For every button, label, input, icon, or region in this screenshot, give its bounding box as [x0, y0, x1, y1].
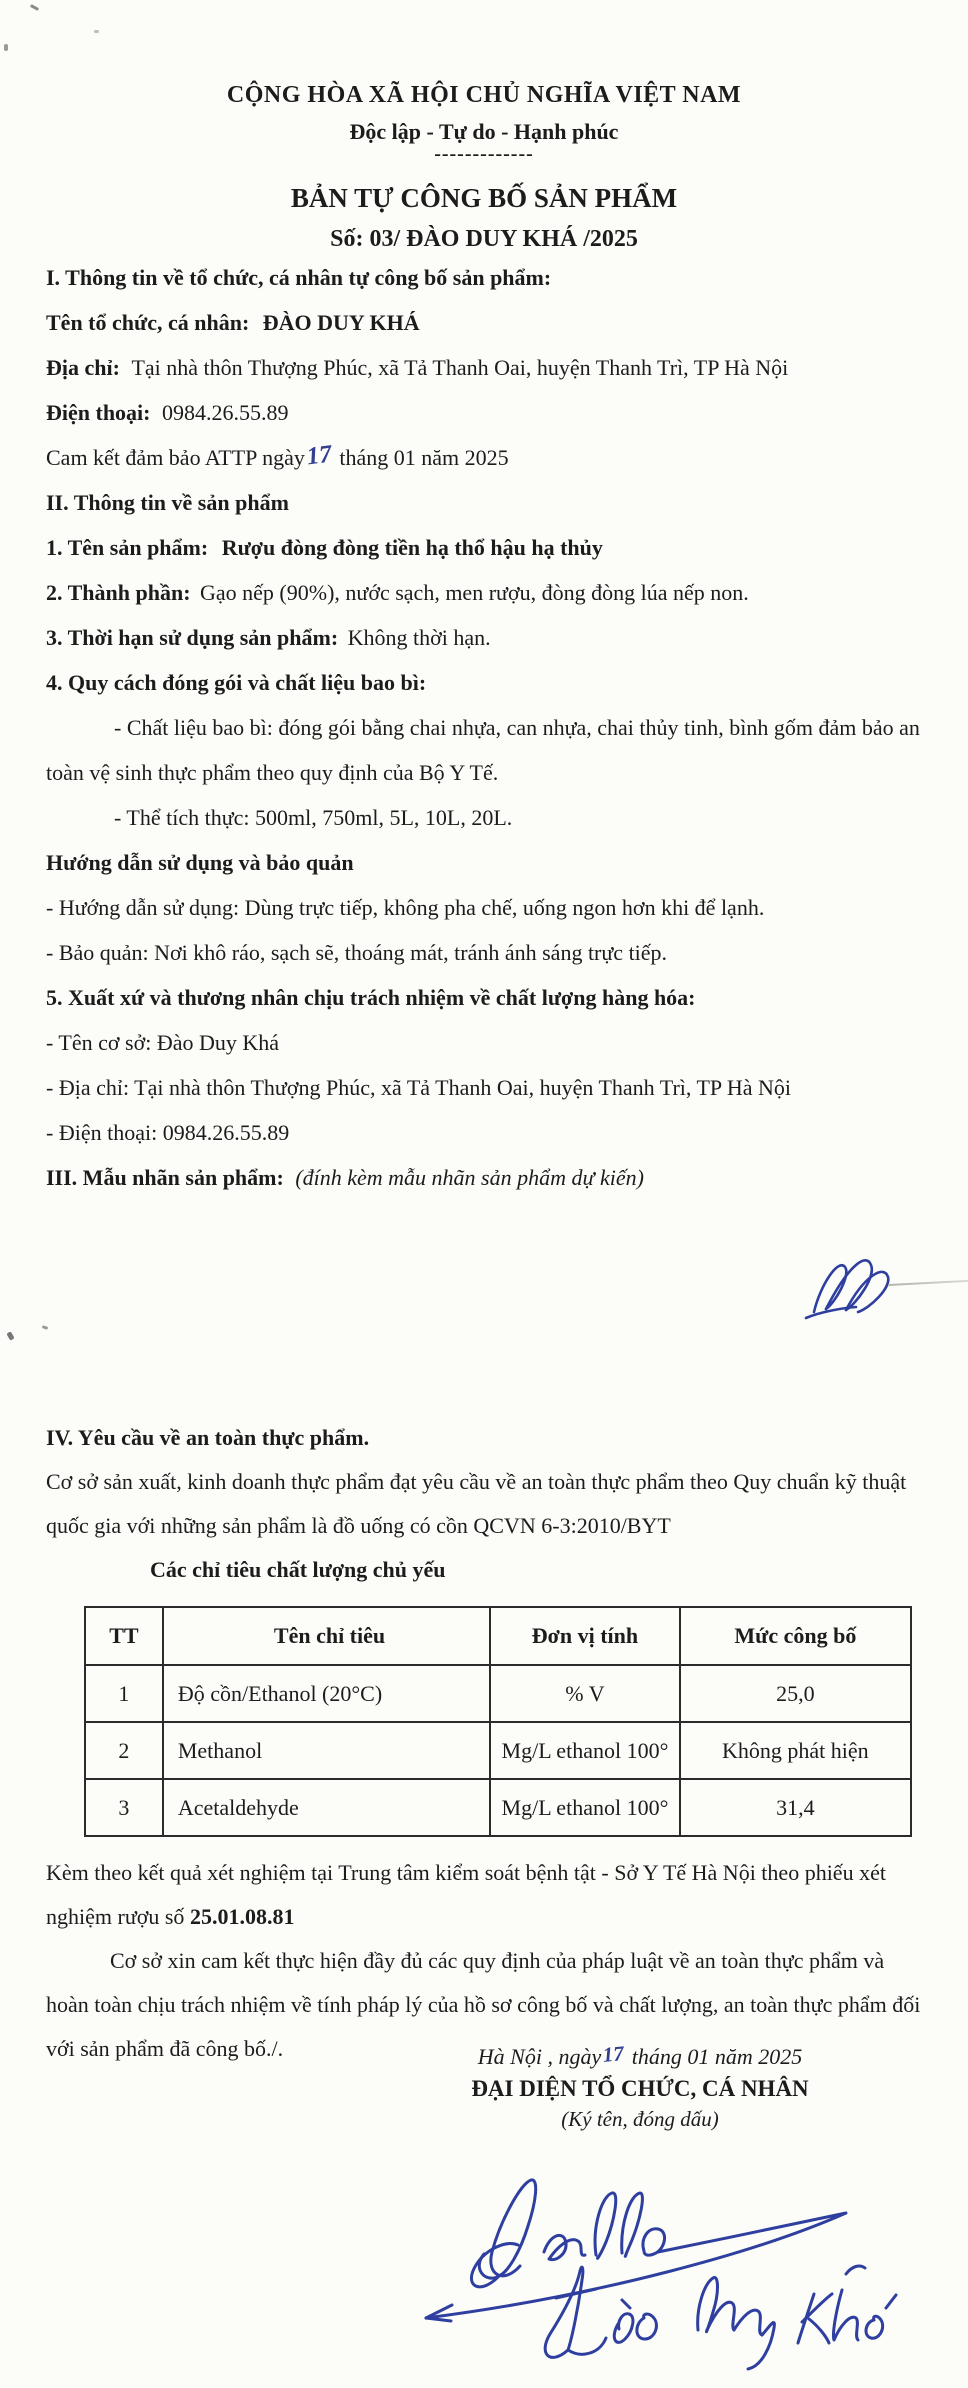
origin-heading: 5. Xuất xứ và thương nhân chịu trách nhiệm về chất lượng hàng hóa:	[46, 985, 696, 1010]
address-value: Tại nhà thôn Thượng Phúc, xã Tả Thanh Oai, huyện Thanh Trì, TP Hà Nội	[131, 355, 789, 380]
ingredients-label: 2. Thành phần:	[46, 580, 191, 605]
date-suffix: tháng 01 năm 2025	[631, 2044, 803, 2069]
cell-unit: Mg/L ethanol 100°	[490, 1779, 680, 1836]
document-number: Số: 03/ ĐÀO DUY KHÁ /2025	[330, 226, 638, 252]
header-divider: -------------	[434, 143, 534, 165]
packaging-material-paragraph: - Chất liệu bao bì: đóng gói bằng chai nhựa, can nhựa, chai thủy tinh, bình gốm đảm bảo an toàn vệ sinh thực phẩm theo quy định của Bộ Y Tế.	[46, 715, 920, 785]
ingredients-line	[46, 570, 922, 615]
attp-commitment-line	[46, 435, 922, 480]
scan-speck	[6, 1331, 14, 1340]
table-row	[85, 1779, 911, 1836]
attp-prefix: Cam kết đảm bảo ATTP ngày	[46, 445, 305, 470]
shelf-life-label: 3. Thời hạn sử dụng sản phẩm:	[46, 625, 339, 650]
cell-level: 25,0	[680, 1665, 911, 1722]
cell-name: Methanol	[163, 1722, 490, 1779]
commitment-paragraph: Cơ sở xin cam kết thực hiện đầy đủ các quy định của pháp luật về an toàn thực phẩm và hoàn toàn chịu trách nhiệm về tính pháp lý của hồ sơ công bố và chất lượng, an toàn thực phẩm đối với sản phẩm đã công bố./.	[46, 1948, 921, 2061]
origin-address-line: - Địa chỉ: Tại nhà thôn Thượng Phúc, xã Tả Thanh Oai, huyện Thanh Trì, TP Hà Nội	[46, 1075, 792, 1100]
usage-storage-heading: Hướng dẫn sử dụng và bảo quản	[46, 850, 354, 875]
packaging-heading: 4. Quy cách đóng gói và chất liệu bao bì:	[46, 670, 427, 695]
date-line	[410, 2042, 870, 2072]
test-result-paragraph	[46, 1851, 922, 1939]
cell-tt: 2	[85, 1722, 163, 1779]
criteria-table	[84, 1606, 912, 1837]
shelf-life-line	[46, 615, 922, 660]
document-title: BẢN TỰ CÔNG BỐ SẢN PHẨM	[290, 183, 678, 213]
product-name-label: 1. Tên sản phẩm:	[46, 535, 209, 560]
cell-unit: % V	[490, 1665, 680, 1722]
handwritten-signature	[368, 2168, 920, 2383]
volume-line: - Thể tích thực: 500ml, 750ml, 5L, 10L, 20L.	[114, 805, 513, 830]
section-iv-heading: IV. Yêu cầu về an toàn thực phẩm.	[46, 1425, 370, 1450]
cell-name: Độ cồn/Ethanol (20°C)	[163, 1665, 490, 1722]
table-row	[85, 1665, 911, 1722]
cell-level: 31,4	[680, 1779, 911, 1836]
cell-level: Không phát hiện	[680, 1722, 911, 1779]
national-motto: Độc lập - Tự do - Hạnh phúc	[349, 119, 619, 144]
national-title: CỘNG HÒA XÃ HỘI CHỦ NGHĨA VIỆT NAM	[226, 82, 742, 108]
representative-title: ĐẠI DIỆN TỔ CHỨC, CÁ NHÂN	[471, 2076, 809, 2101]
usage-line: - Hướng dẫn sử dụng: Dùng trực tiếp, không pha chế, uống ngon hơn khi để lạnh.	[46, 895, 765, 920]
origin-phone-line: - Điện thoại: 0984.26.55.89	[46, 1120, 290, 1145]
cell-name: Acetaldehyde	[163, 1779, 490, 1836]
address-label: Địa chỉ:	[46, 355, 120, 380]
scan-speck	[94, 30, 99, 33]
header-name: Tên chỉ tiêu	[163, 1607, 490, 1665]
handwritten-day-bottom: 17	[601, 2041, 625, 2067]
header-unit: Đơn vị tính	[490, 1607, 680, 1665]
product-name-line	[46, 525, 922, 570]
scan-speck	[4, 44, 8, 51]
org-name-line	[46, 300, 922, 345]
section-iii-line	[46, 1155, 922, 1200]
address-line	[46, 345, 922, 390]
org-name-value: ĐÀO DUY KHÁ	[262, 310, 420, 335]
test-result-number: 25.01.08.81	[189, 1904, 295, 1929]
shelf-life-value: Không thời hạn.	[347, 625, 491, 650]
table-row	[85, 1722, 911, 1779]
cell-unit: Mg/L ethanol 100°	[490, 1722, 680, 1779]
paraph-signature	[798, 1246, 910, 1328]
table-caption: Các chỉ tiêu chất lượng chủ yếu	[150, 1557, 446, 1582]
org-name-label: Tên tổ chức, cá nhân:	[46, 310, 250, 335]
phone-label: Điện thoại:	[46, 400, 151, 425]
section-iii-label: III. Mẫu nhãn sản phẩm:	[46, 1165, 284, 1190]
origin-name-line: - Tên cơ sở: Đào Duy Khá	[46, 1030, 280, 1055]
section-ii-heading: II. Thông tin về sản phẩm	[46, 490, 289, 515]
header-tt: TT	[85, 1607, 163, 1665]
storage-line: - Bảo quản: Nơi khô ráo, sạch sẽ, thoáng mát, tránh ánh sáng trực tiếp.	[46, 940, 668, 965]
scan-speck	[30, 4, 39, 11]
representative-note: (Ký tên, đóng dấu)	[561, 2107, 719, 2131]
document-header	[0, 82, 968, 253]
phone-line	[46, 390, 922, 435]
header-level: Mức công bố	[680, 1607, 911, 1665]
section-i-heading: I. Thông tin về tổ chức, cá nhân tự công bố sản phẩm:	[46, 265, 552, 290]
document-body-lower	[46, 1400, 922, 2071]
scan-speck	[42, 1325, 49, 1330]
signature-header	[410, 2042, 870, 2134]
cell-tt: 1	[85, 1665, 163, 1722]
date-place: Hà Nội , ngày	[477, 2044, 602, 2069]
safety-paragraph: Cơ sở sản xuất, kinh doanh thực phẩm đạt yêu cầu về an toàn thực phẩm theo Quy chuẩn kỹ thuật quốc gia với những sản phẩm là đồ uống có cồn QCVN 6-3:2010/BYT	[46, 1469, 907, 1538]
cell-tt: 3	[85, 1779, 163, 1836]
document-body-upper	[46, 255, 922, 1200]
test-result-text: Kèm theo kết quả xét nghiệm tại Trung tâm kiểm soát bệnh tật - Sở Y Tế Hà Nội theo phiếu xét nghiệm rượu số	[46, 1860, 886, 1929]
phone-value: 0984.26.55.89	[162, 400, 289, 425]
table-header-row	[85, 1607, 911, 1665]
handwritten-day: 17	[305, 440, 334, 471]
product-name-value: Rượu đòng đòng tiền hạ thổ hậu hạ thủy	[221, 535, 603, 560]
attp-suffix: tháng 01 năm 2025	[339, 445, 509, 470]
section-iii-note: (đính kèm mẫu nhãn sản phẩm dự kiến)	[295, 1165, 644, 1190]
ingredients-value: Gạo nếp (90%), nước sạch, men rượu, đòng đòng lúa nếp non.	[200, 580, 749, 605]
